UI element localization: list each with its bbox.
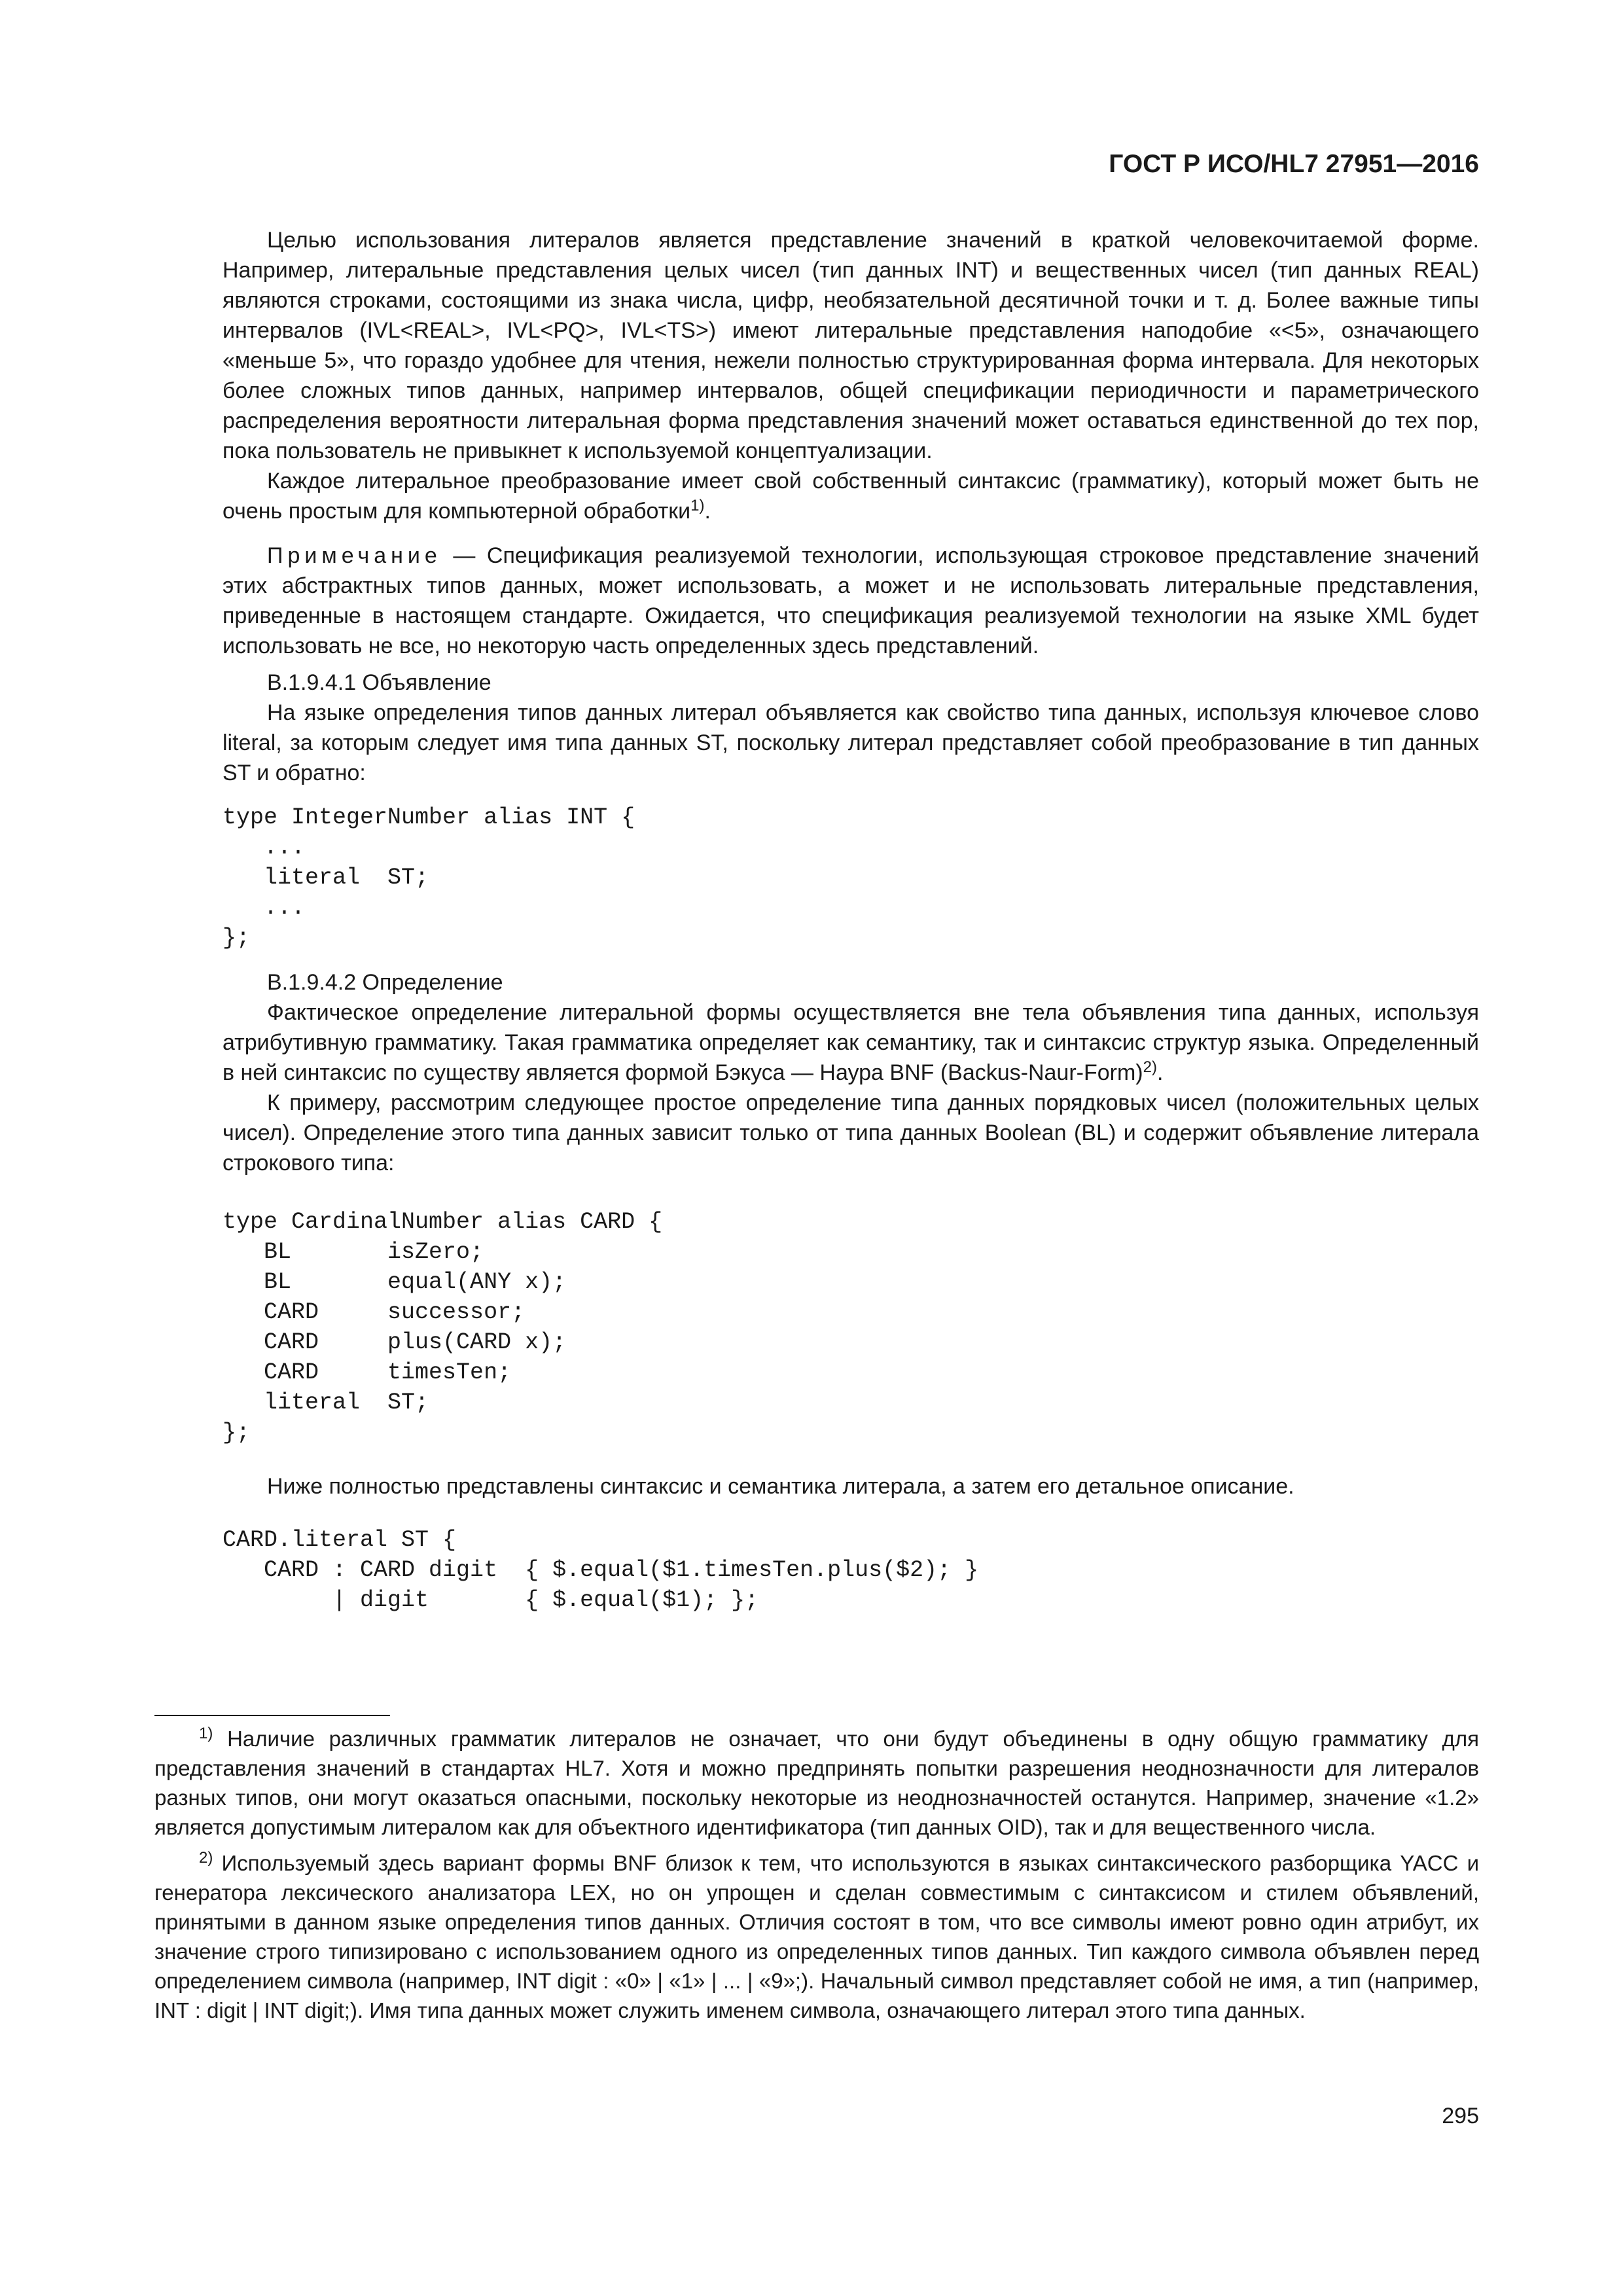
- code-line: BL equal(ANY x);: [223, 1269, 567, 1295]
- footnote-ref-1[interactable]: 1): [690, 497, 705, 514]
- paragraph-declaration: На языке определения типов данных литерал объявляется как свойство типа данных, используя ключевое слово literal, за которым следует имя типа данных ST, поскольку литерал представляет собой преобразование в тип данных ST и обратно:: [223, 700, 1479, 785]
- code-line: CARD : CARD digit { $.equal($1.timesTen.plus($2); }: [223, 1557, 979, 1583]
- code-line: CARD plus(CARD x);: [223, 1329, 567, 1355]
- code-block-cardinal: [223, 1207, 1479, 1448]
- footnote-divider: [154, 1715, 390, 1716]
- code-line: type CardinalNumber alias CARD {: [223, 1209, 663, 1235]
- page-number: 295: [1442, 2104, 1479, 2128]
- footnote-mark-2: 2): [199, 1849, 213, 1867]
- note-label: Примечание: [267, 543, 442, 568]
- paragraph-syntax-text: Каждое литеральное преобразование имеет свой собственный синтаксис (грамматику), который может быть не очень простым для компьютерной обработки: [223, 469, 1479, 524]
- paragraph-definition: [223, 997, 1479, 1088]
- code-line: };: [223, 925, 251, 951]
- paragraph-intro-literal: Ниже полностью представлены синтаксис и семантика литерала, а затем его детальное описание.: [267, 1474, 1294, 1499]
- footnote-ref-2[interactable]: 2): [1143, 1058, 1157, 1076]
- code-line: | digit { $.equal($1); };: [223, 1587, 759, 1613]
- code-line: BL isZero;: [223, 1239, 484, 1265]
- footnote-1-text: Наличие различных грамматик литералов не означает, что они будут объединены в одну общую грамматику для представления значений в стандартах HL7. Хотя и можно предпринять попытки разрешения неоднозначности для литералов разных типов, они могут оказаться опасными, поскольку некоторые из неоднозначностей останутся. Например, значение «1.2» является допустимым литералом как для объектного идентификатора (тип данных OID), так и для вещественного числа.: [154, 1727, 1479, 1839]
- paragraph-definition-text: Фактическое определение литеральной формы осуществляется вне тела объявления типа данных, используя атрибутивную грамматику. Такая грамматика определяет как семантику, так и синтаксис структур языка. Определенный в ней синтаксис по существу является формой Бэкуса — Наура BNF (Backus-Naur-Form): [223, 1000, 1479, 1085]
- footnote-2: [154, 1848, 1479, 2025]
- code-line: ...: [223, 834, 306, 861]
- paragraph-definition-end: .: [1156, 1060, 1164, 1085]
- paragraph-purpose: Целью использования литералов является представление значений в краткой человекочитаемой форме. Например, литеральные представления целых чисел (тип данных INT) и вещественных чисел (тип данных REAL) являются строками, состоящими из знака числа, цифр, необязательной десятичной точки и т. д. Более важные типы интервалов (IVL<REAL>, IVL<PQ>, IVL<TS>) имеют литеральные представления наподобие «<5», означающего «меньше 5», что гораздо удобнее для чтения, нежели полностью структурированная форма интервала. Для некоторых более сложных типов данных, например интервалов, общей спецификации периодичности и параметрического распределения вероятности литеральная форма представления значений может оставаться единственной до тех пор, пока пользователь не привыкнет к используемой концептуализации.: [223, 228, 1479, 463]
- code-line: ...: [223, 895, 306, 921]
- code-line: literal ST;: [223, 1390, 429, 1416]
- note-text: — Спецификация реализуемой технологии, использующая строковое представление значений этих абстрактных типов данных, может использовать, а может и не использовать литеральные представления, приведенные в настоящем стандарте. Ожидается, что спецификация реализуемой технологии на языке XML будет использовать не все, но некоторую часть определенных здесь представлений.: [223, 543, 1479, 658]
- paragraph-syntax: [223, 466, 1479, 526]
- footnotes: [154, 1724, 1479, 2025]
- footnote-mark-1: 1): [199, 1725, 213, 1742]
- code-line: };: [223, 1420, 251, 1446]
- note-paragraph: [223, 541, 1479, 661]
- footnote-1: [154, 1724, 1479, 1842]
- code-block-literal: [223, 1525, 1479, 1615]
- code-line: CARD timesTen;: [223, 1359, 512, 1386]
- paragraph-syntax-end: .: [704, 499, 711, 524]
- footnote-2-text: Используемый здесь вариант формы BNF близок к тем, что используются в языках синтаксического разборщика YACC и генератора лексического анализатора LEX, но он упрощен и сделан совместимым с синтаксисом и стилем объявлений, принятыми в данном языке определения типов данных. Отличия состоят в том, что все символы имеют ровно один атрибут, их значение строго типизировано с использованием одного из определенных типов данных. Тип каждого символа объявлен перед определением символа (например, INT digit : «0» | «1» | ... | «9»;). Начальный символ представляет собой не имя, а тип (например, INT : digit | INT digit;). Имя типа данных может служить именем символа, означающего литерал этого типа данных.: [154, 1851, 1479, 2022]
- section-heading-declaration: B.1.9.4.1 Объявление: [267, 670, 491, 695]
- standard-header: ГОСТ Р ИСО/HL7 27951—2016: [1109, 150, 1479, 178]
- code-block-integer: [223, 802, 1479, 953]
- code-line: literal ST;: [223, 865, 429, 891]
- code-line: CARD successor;: [223, 1299, 526, 1325]
- code-line: CARD.literal ST {: [223, 1527, 457, 1553]
- section-heading-definition: B.1.9.4.2 Определение: [267, 970, 503, 995]
- code-line: type IntegerNumber alias INT {: [223, 804, 635, 831]
- paragraph-example: К примеру, рассмотрим следующее простое определение типа данных порядковых чисел (положительных целых чисел). Определение этого типа данных зависит только от типа данных Boolean (BL) и содержит объявление литерала строкового типа:: [223, 1090, 1479, 1175]
- main-text: [223, 225, 1479, 1615]
